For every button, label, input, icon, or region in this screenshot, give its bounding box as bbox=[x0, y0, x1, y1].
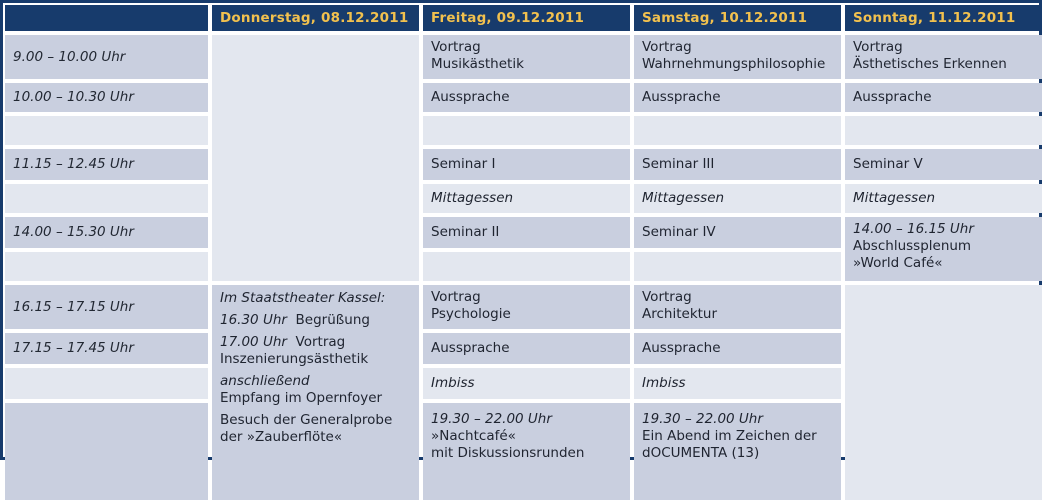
thursday-talk-topic: Inszenierungsästhetik bbox=[220, 351, 369, 367]
saturday-talk-2-topic: Architektur bbox=[642, 306, 718, 322]
saturday-evening-subtitle: dOCUMENTA (13) bbox=[642, 445, 760, 461]
saturday-lunch: Mittagessen bbox=[634, 184, 841, 213]
saturday-talk-1-topic: Wahrnehmungsphilosophie bbox=[642, 56, 826, 72]
time-slot-1: 9.00 – 10.00 Uhr bbox=[5, 35, 208, 79]
sunday-talk-1-topic: Ästhetisches Erkennen bbox=[853, 56, 1007, 72]
header-corner bbox=[5, 5, 208, 31]
time-slot-empty bbox=[5, 368, 208, 399]
time-slot-4: 14.00 – 15.30 Uhr bbox=[5, 217, 208, 248]
saturday-empty bbox=[634, 116, 841, 145]
sunday-talk-1 bbox=[845, 35, 1042, 79]
time-slot-2: 10.00 – 10.30 Uhr bbox=[5, 83, 208, 112]
time-slot-empty bbox=[5, 116, 208, 145]
saturday-talk-1 bbox=[634, 35, 841, 79]
friday-talk-1 bbox=[423, 35, 630, 79]
saturday-empty bbox=[634, 252, 841, 281]
sunday-lunch: Mittagessen bbox=[845, 184, 1042, 213]
saturday-seminar-3: Seminar III bbox=[634, 149, 841, 180]
sunday-final-title: Abschlussplenum bbox=[853, 238, 972, 254]
time-slot-empty bbox=[5, 184, 208, 213]
time-slot-empty bbox=[5, 252, 208, 281]
saturday-discussion-2: Aussprache bbox=[634, 333, 841, 364]
header-thursday: Donnerstag, 08.12.2011 bbox=[212, 5, 419, 31]
sunday-seminar-5: Seminar V bbox=[845, 149, 1042, 180]
sunday-talk-1-label: Vortrag bbox=[853, 39, 903, 55]
thursday-reception: Empfang im Opernfoyer bbox=[220, 390, 383, 406]
sunday-free-block bbox=[845, 285, 1042, 500]
thursday-rehearsal-1: Besuch der Generalprobe bbox=[220, 412, 393, 428]
friday-empty bbox=[423, 116, 630, 145]
thursday-free-block bbox=[212, 35, 419, 281]
saturday-snack: Imbiss bbox=[634, 368, 841, 399]
schedule-table bbox=[5, 5, 1036, 461]
thursday-venue: Im Staatstheater Kassel: bbox=[220, 290, 386, 306]
thursday-greet-time: 16.30 Uhr bbox=[220, 312, 287, 328]
thursday-rehearsal-2: der »Zauberflöte« bbox=[220, 429, 343, 445]
saturday-evening bbox=[634, 403, 841, 500]
friday-snack: Imbiss bbox=[423, 368, 630, 399]
saturday-discussion: Aussprache bbox=[634, 83, 841, 112]
friday-seminar-1: Seminar I bbox=[423, 149, 630, 180]
friday-evening-title: »Nachtcafé« bbox=[431, 428, 516, 444]
friday-talk-1-label: Vortrag bbox=[431, 39, 481, 55]
saturday-evening-time: 19.30 – 22.00 Uhr bbox=[642, 411, 763, 427]
friday-evening-subtitle: mit Diskussionsrunden bbox=[431, 445, 585, 461]
friday-lunch: Mittagessen bbox=[423, 184, 630, 213]
thursday-greet: Begrüßung bbox=[295, 312, 370, 328]
thursday-talk-time: 17.00 Uhr bbox=[220, 334, 287, 350]
friday-talk-2 bbox=[423, 285, 630, 329]
saturday-evening-title: Ein Abend im Zeichen der bbox=[642, 428, 817, 444]
friday-discussion: Aussprache bbox=[423, 83, 630, 112]
sunday-final-time: 14.00 – 16.15 Uhr bbox=[853, 221, 974, 237]
sunday-final-subtitle: »World Café« bbox=[853, 255, 943, 271]
friday-talk-2-topic: Psychologie bbox=[431, 306, 511, 322]
sunday-discussion: Aussprache bbox=[845, 83, 1042, 112]
time-slot-empty bbox=[5, 403, 208, 500]
friday-evening-time: 19.30 – 22.00 Uhr bbox=[431, 411, 552, 427]
sunday-final bbox=[845, 217, 1042, 281]
friday-seminar-2: Seminar II bbox=[423, 217, 630, 248]
time-slot-6: 17.15 – 17.45 Uhr bbox=[5, 333, 208, 364]
thursday-evening-block bbox=[212, 285, 419, 500]
saturday-talk-2 bbox=[634, 285, 841, 329]
friday-talk-2-label: Vortrag bbox=[431, 289, 481, 305]
header-saturday: Samstag, 10.12.2011 bbox=[634, 5, 841, 31]
friday-discussion-2: Aussprache bbox=[423, 333, 630, 364]
saturday-talk-1-label: Vortrag bbox=[642, 39, 692, 55]
header-sunday: Sonntag, 11.12.2011 bbox=[845, 5, 1042, 31]
time-slot-5: 16.15 – 17.15 Uhr bbox=[5, 285, 208, 329]
header-friday: Freitag, 09.12.2011 bbox=[423, 5, 630, 31]
thursday-talk-label: Vortrag bbox=[295, 334, 346, 350]
friday-talk-1-topic: Musikästhetik bbox=[431, 56, 524, 72]
thursday-after: anschließend bbox=[220, 373, 310, 389]
friday-evening bbox=[423, 403, 630, 500]
time-slot-3: 11.15 – 12.45 Uhr bbox=[5, 149, 208, 180]
sunday-empty bbox=[845, 116, 1042, 145]
friday-empty bbox=[423, 252, 630, 281]
saturday-talk-2-label: Vortrag bbox=[642, 289, 692, 305]
saturday-seminar-4: Seminar IV bbox=[634, 217, 841, 248]
